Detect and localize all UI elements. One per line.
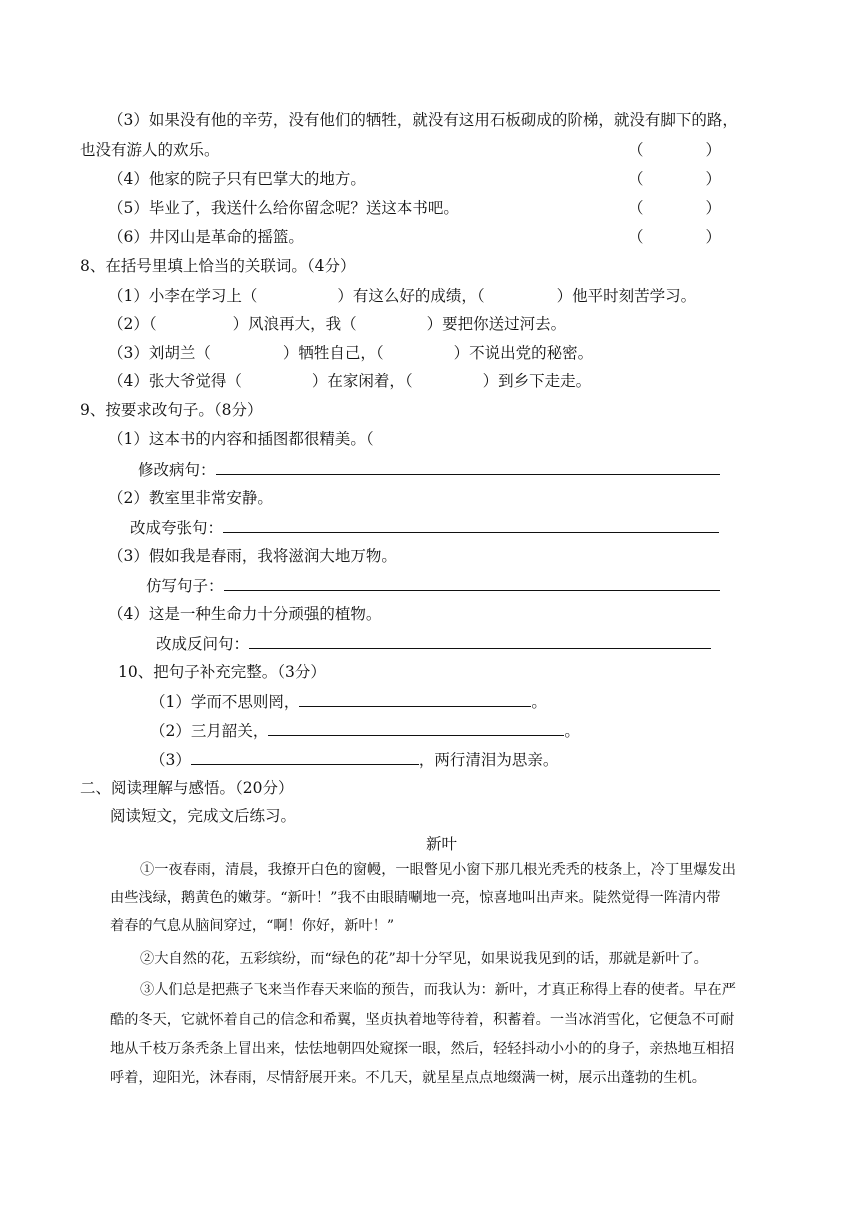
q8-item-3: [108, 343, 593, 363]
answer-blank[interactable]: （ ）: [628, 199, 722, 217]
q7-item-3-line1: （3）如果没有他的辛劳，没有他们的牺牲，就没有这用石板砌成的阶梯，就没有脚下的路，: [108, 111, 738, 129]
answer-line[interactable]: [299, 691, 531, 707]
answer-line[interactable]: [223, 517, 719, 533]
answer-blank[interactable]: （ ）: [628, 170, 722, 188]
q8-item-2-part-b: ）风浪再大，我（: [232, 315, 357, 333]
q9-sentence-3: （3）假如我是春雨，我将滋润大地万物。: [108, 547, 397, 565]
q8-item-1-part-c: ）他平时刻苦学习。: [556, 287, 697, 305]
answer-line[interactable]: [224, 575, 720, 591]
q8-item-3-part-a: （3）刘胡兰（: [108, 344, 211, 362]
q8-item-4-part-c: ）到乡下走走。: [482, 372, 592, 390]
q8-item-1: [108, 286, 696, 306]
q9-prompt-1: [138, 459, 720, 480]
q9-prompt-2-label: 改成夸张句：: [130, 519, 224, 537]
q7-item-4: （4）他家的院子只有巴掌大的地方。: [108, 170, 366, 188]
q10-item-2: [150, 720, 580, 741]
q8-item-3-part-b: ）牺牲自己，（: [282, 344, 384, 362]
q8-item-4-part-a: （4）张大爷觉得（: [108, 372, 242, 390]
passage-paragraph-3-line-3: 地从千枝万条秃条上冒出来，怯怯地朝四处窥探一眼，然后，轻轻抖动小小的的身子，亲热地互相招: [110, 1041, 735, 1057]
q7-item-3-line2: 也没有游人的欢乐。: [80, 141, 220, 159]
q9-sentence-2: （2）教室里非常安静。: [108, 489, 273, 507]
q8-item-2-part-a: （2）（: [108, 315, 157, 333]
q10-item-3-part-b: ，两行清泪为思亲。: [418, 751, 559, 769]
section2-title: 二、阅读理解与感悟。（20分）: [80, 779, 294, 797]
passage-title: 新叶: [426, 835, 458, 853]
passage-paragraph-3-line-1: ③人们总是把燕子飞来当作春天来临的预告，而我认为：新叶，才真正称得上春的使者。早在严: [140, 982, 736, 998]
q10-title: 10、把句子补充完整。（3分）: [118, 663, 326, 681]
answer-blank[interactable]: （ ）: [628, 141, 722, 159]
answer-line[interactable]: [191, 749, 419, 765]
q9-sentence-1: （1）这本书的内容和插图都很精美。（: [108, 430, 374, 448]
q10-item-1-part-a: （1）学而不思则罔，: [150, 693, 300, 711]
q8-item-1-part-b: ）有这么好的成绩，（: [337, 287, 485, 305]
answer-line[interactable]: [249, 633, 711, 649]
q9-title: 9、按要求改句子。（8分）: [80, 401, 263, 419]
passage-paragraph-1-line-1: ①一夜春雨，清晨，我撩开白色的窗幔，一眼瞥见小窗下那几根光秃秃的枝条上，冷丁里爆发出: [140, 862, 736, 878]
passage-paragraph-3-line-2: 酷的冬天，它就怀着自己的信念和希翼，坚贞执着地等待着，积蓄着。一当冰消雪化，它便急不可耐: [110, 1012, 735, 1028]
q8-item-3-part-c: ）不说出党的秘密。: [453, 344, 594, 362]
q10-item-1: [150, 691, 547, 712]
passage-paragraph-3-line-4: 呼着，迎阳光，沐春雨，尽情舒展开来。不几天，就星星点点地缀满一树，展示出蓬勃的生机。: [110, 1070, 706, 1086]
q9-prompt-2: [130, 517, 719, 538]
q8-item-4: [108, 371, 591, 391]
answer-line[interactable]: [268, 720, 564, 736]
q8-item-1-part-a: （1）小李在学习上（: [108, 287, 258, 305]
q10-item-3-part-a: （3）: [150, 751, 191, 769]
q10-item-2-part-a: （2）三月韶关，: [150, 722, 269, 740]
q8-item-2: [108, 314, 566, 334]
q10-item-3: [150, 749, 558, 770]
q10-item-2-part-b: 。: [564, 722, 580, 740]
passage-paragraph-1-line-2: 由些浅绿，鹅黄色的嫩芽。“新叶！”我不由眼睛唰地一亮，惊喜地叫出声来。陡然觉得一阵清内带: [110, 890, 721, 906]
q9-prompt-4-label: 改成反问句：: [156, 635, 250, 653]
passage-paragraph-1-line-3: 着春的气息从脑间穿过，“啊！你好，新叶！”: [110, 918, 395, 934]
q8-item-4-part-b: ）在家闲着，（: [311, 372, 413, 390]
q9-prompt-3: [146, 575, 720, 596]
q9-prompt-4: [156, 633, 711, 654]
answer-blank[interactable]: （ ）: [628, 228, 722, 246]
q8-title: 8、在括号里填上恰当的关联词。（4分）: [80, 257, 356, 275]
q9-prompt-3-label: 仿写句子：: [146, 577, 224, 595]
q9-sentence-4: （4）这是一种生命力十分顽强的植物。: [108, 605, 382, 623]
q10-item-1-part-b: 。: [531, 693, 547, 711]
q7-item-5: （5）毕业了，我送什么给你留念呢？送这本书吧。: [108, 199, 459, 217]
q7-item-6: （6）井冈山是革命的摇篮。: [108, 228, 304, 246]
section2-instruction: 阅读短文，完成文后练习。: [110, 807, 297, 825]
answer-line[interactable]: [216, 459, 720, 475]
q8-item-2-part-c: ）要把你送过河去。: [426, 315, 567, 333]
passage-paragraph-2: ②大自然的花，五彩缤纷，而“绿色的花”却十分罕见，如果说我见到的话，那就是新叶了。: [140, 951, 708, 967]
q9-prompt-1-label: 修改病句：: [138, 461, 216, 479]
